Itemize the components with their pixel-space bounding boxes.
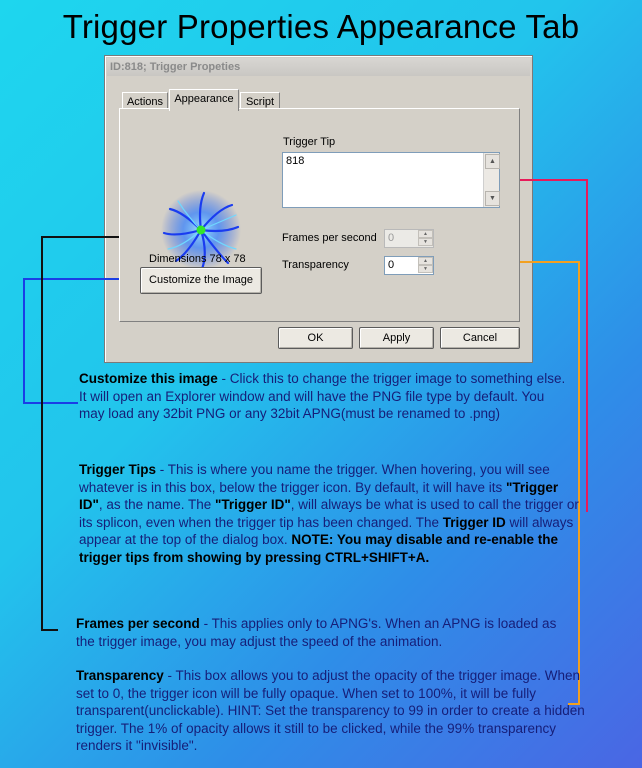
scroll-up-icon[interactable]: ▲: [485, 154, 500, 169]
transparency-label: Transparency: [282, 259, 349, 271]
fps-label: Frames per second: [282, 232, 377, 244]
customize-heading: Customize this image: [79, 371, 218, 386]
tab-actions[interactable]: Actions: [122, 92, 168, 111]
transparency-description: [76, 667, 586, 755]
tab-script[interactable]: Script: [240, 92, 280, 111]
fps-value: 0: [388, 232, 395, 244]
tips-bold-1: "Trigger ID": [79, 479, 559, 512]
trigger-tip-value: 818: [286, 155, 305, 167]
tip-scrollbar[interactable]: [483, 153, 499, 207]
apply-button[interactable]: Apply: [359, 327, 434, 349]
fps-spinner[interactable]: [384, 229, 434, 248]
fps-heading: Frames per second: [76, 616, 200, 631]
ok-button[interactable]: OK: [278, 327, 353, 349]
appearance-panel: [119, 108, 520, 322]
customize-body: - Click this to change the trigger image to something else. It will open an Explorer window and will have the PNG file type by default. You may load any 32bit PNG or any 32bit APNG(must be renamed to .png): [79, 371, 566, 421]
transparency-heading: Transparency: [76, 668, 164, 683]
dialog-titlebar: ID:818; Trigger Propeties: [107, 58, 530, 76]
transparency-value: 0: [388, 259, 395, 271]
fps-description: [76, 615, 576, 650]
tab-appearance[interactable]: Appearance: [169, 89, 239, 111]
fps-body: - This applies only to APNG's. When an APNG is loaded as the trigger image, you may adjust the speed of the animation.: [76, 616, 557, 649]
scroll-down-icon[interactable]: ▼: [485, 191, 500, 206]
page-title: Trigger Properties Appearance Tab: [62, 8, 580, 45]
transparency-spin-buttons[interactable]: ▲ ▼: [418, 257, 433, 274]
tips-description: [79, 461, 579, 566]
trigger-tip-input[interactable]: [282, 152, 500, 208]
tips-body-3: , will always be what is used to call the trigger or its splicon, even when the trigger tip has been changed. The: [79, 497, 579, 530]
tips-body-4: will always appear at the top of the dialog box.: [79, 514, 574, 547]
customize-description: [79, 370, 569, 423]
tips-bold-2: "Trigger ID": [214, 497, 291, 512]
customize-image-button[interactable]: Customize the Image: [140, 267, 262, 294]
dimensions-label: Dimensions 78 x 78: [149, 253, 246, 265]
trigger-tip-label: Trigger Tip: [283, 136, 336, 148]
tips-body-1: - This is where you name the trigger. When hovering, you will see whatever is in this box, below the trigger icon. By default, it will have its: [79, 462, 550, 495]
fps-spin-buttons[interactable]: ▲ ▼: [418, 230, 433, 247]
transparency-body: - This box allows you to adjust the opacity of the trigger image. When set to 0, the trigger icon will be fully opaque. When set to 100%, it will be fully transparent(unclickable). HINT: Set the transparency to 99 in order to create a hidden trigger. The 1% of opacity allows it still to be clicked, while the 99% transparency renders it "invisible".: [76, 668, 585, 753]
transparency-spinner[interactable]: [384, 256, 434, 275]
tips-bold-3: Trigger ID: [442, 514, 506, 530]
tips-body-2: , as the name. The: [98, 497, 215, 512]
tips-heading: Trigger Tips: [79, 462, 157, 477]
cancel-button[interactable]: Cancel: [440, 327, 520, 349]
tips-note: NOTE: You may disable and re-enable the trigger tips from showing by pressing CTRL+SHIFT+A.: [79, 532, 558, 565]
